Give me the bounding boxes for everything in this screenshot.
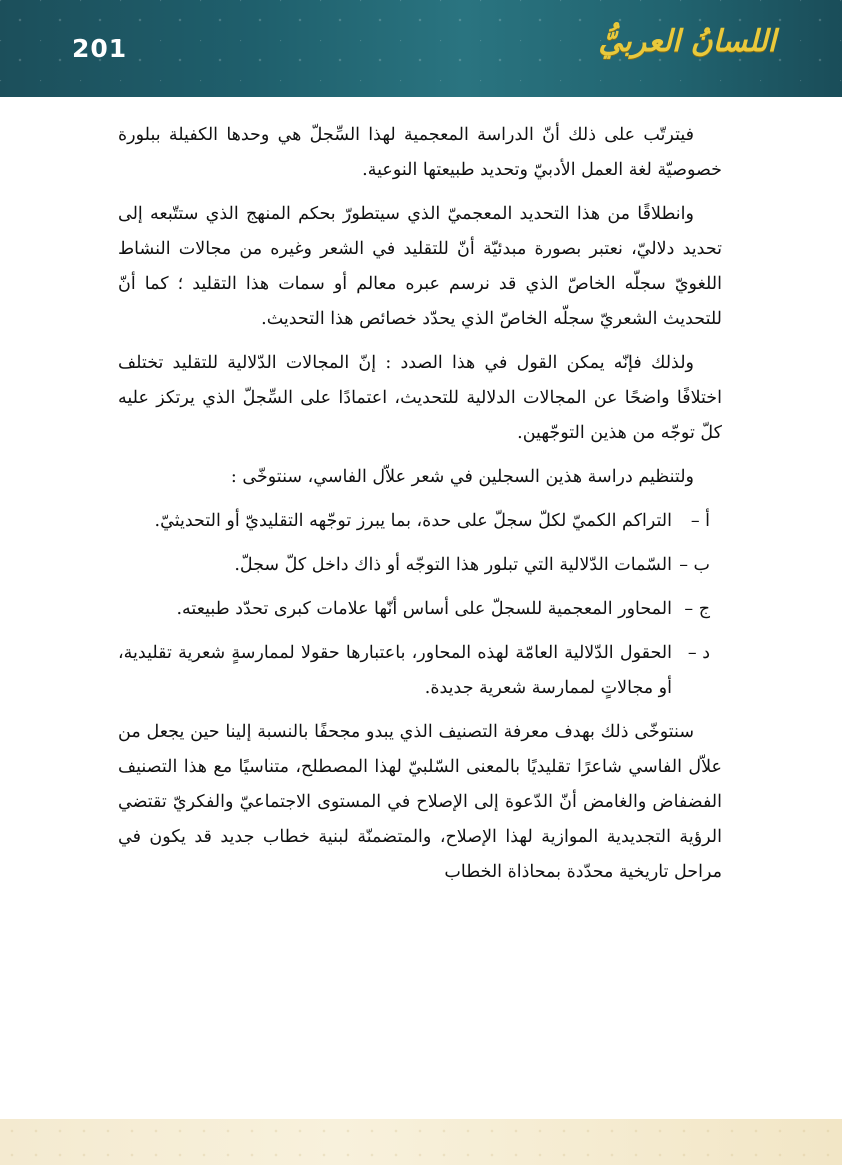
paragraph-3: ولذلك فإنّه يمكن القول في هذا الصدد : إنّ المجالات الدّلالية للتقليد تختلف اختلافًا واضحًا عن المجالات الدلالية للتحديث، اعتمادًا على السِّجلّ الذي يرتكز عليه كلّ توجّه من هذين التوجّهين. <box>118 353 722 443</box>
list-marker: ب – <box>679 555 710 575</box>
list-item-text: السّمات الدّلالية التي تبلور هذا التوجّه أو ذاك داخل كلّ سجلّ. <box>234 555 672 575</box>
list-item-b <box>118 548 722 583</box>
paragraph-1: فيترتّب على ذلك أنّ الدراسة المعجمية لهذا السِّجلّ هي وحدها الكفيلة ببلورة خصوصيّة لغة العمل الأدبيّ وتحديد طبيعتها النوعية. <box>118 125 722 180</box>
footer-ornament-pattern <box>0 1119 842 1165</box>
list-marker: أ – <box>690 511 710 531</box>
list-item-d <box>118 636 722 706</box>
page-header <box>0 0 842 97</box>
paragraph-4: ولتنظيم دراسة هذين السجلين في شعر علاّل الفاسي، سنتوخّى : <box>230 467 694 487</box>
list-item-text: المحاور المعجمية للسجلّ على أساس أنّها علامات كبرى تحدّد طبيعته. <box>176 599 672 619</box>
list-marker: ج – <box>684 599 710 619</box>
paragraph-5: سنتوخّى ذلك بهدف معرفة التصنيف الذي يبدو مجحفًا بالنسبة إلينا حين يجعل من علاّل الفاسي شاعرًا تقليديًا بالمعنى السّلبيّ لهذا المصطلح، متناسيًا مع هذا التصنيف الفضفاض والغامض أنّ الدّعوة إلى الإصلاح في المستوى الاجتماعيّ والفكريّ تقتضي الرؤية التجديدية الموازية لهذا الإصلاح، والمتضمنّة لبنية خطاب جديد قد يكون في مراحل تاريخية محدّدة بمحاذاة الخطاب <box>118 722 722 882</box>
list-item-text: الحقول الدّلالية العامّة لهذه المحاور، باعتبارها حقولا لممارسةٍ شعرية تقليدية، أو مجالاتٍ لممارسة شعرية جديدة. <box>118 643 672 698</box>
paragraph-2: وانطلاقًا من هذا التحديد المعجميّ الذي سيتطورّ بحكم المنهج الذي ستتّبعه إلى تحديد دلاليّ، نعتبر بصورة مبدئيّة أنّ للتقليد في الشعر وغيره من مجالات النشاط اللغويّ سجلّه الخاصّ الذي قد نرسم عبره معالم أو سمات هذا التقليد ؛ كما أنّ للتحديث الشعريّ سجلّه الخاصّ الذي يحدّد خصائص هذا التحديث. <box>118 204 722 329</box>
list-marker: د – <box>687 643 710 663</box>
list-item-c <box>118 592 722 627</box>
article-body <box>118 118 722 899</box>
page-footer-band <box>0 1119 842 1165</box>
page-number: 201 <box>72 34 128 63</box>
list-item-text: التراكم الكميّ لكلّ سجلّ على حدة، بما يبرز توجّهه التقليديّ أو التحديثيّ. <box>154 511 672 531</box>
journal-logo: اللسانُ العربيُّ <box>598 24 776 59</box>
list-item-a <box>118 504 722 539</box>
